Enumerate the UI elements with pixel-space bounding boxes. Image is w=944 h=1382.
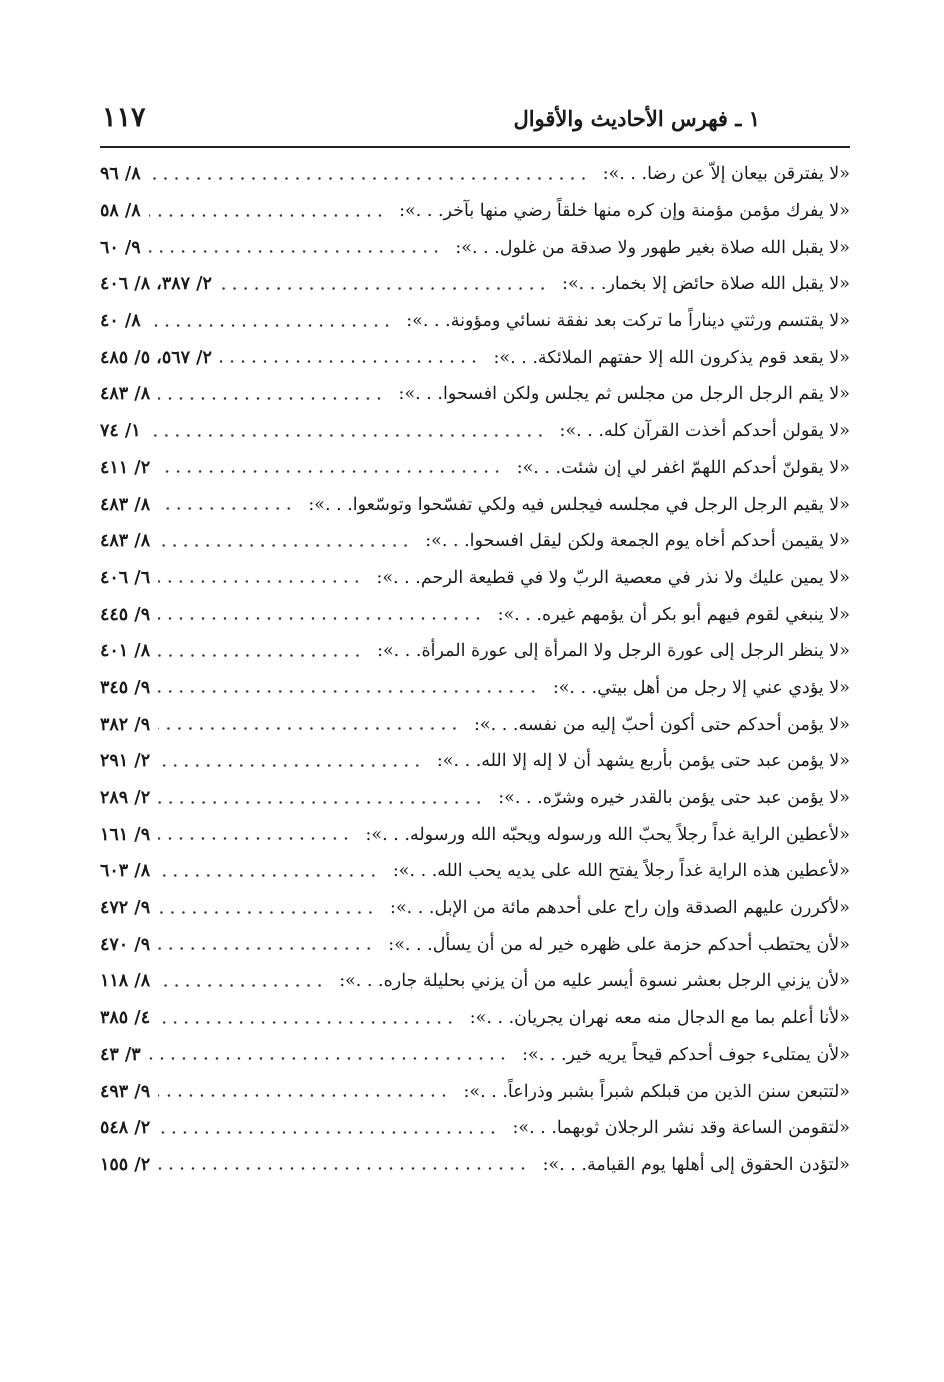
index-entry [100,670,850,707]
dot-leader [158,1021,456,1024]
volume-page-reference: ٩/ ٤٩٣ [100,1081,151,1102]
index-entry [100,926,850,963]
page-header [100,100,850,142]
header-rule [100,146,850,148]
dot-leader [158,617,483,620]
hadith-text: «لا يؤمن أحدكم حتى أكون أحبّ إليه من نفسه. . .»: [474,714,850,735]
index-entry [100,560,850,597]
index-entry [100,156,850,193]
index-entry [100,1073,850,1110]
index-entry [100,303,850,340]
hadith-text: «لأن يحتطب أحدكم حزمة على ظهره خير له من أن يسأل. . .»: [388,934,850,955]
index-entry [100,1037,850,1074]
index-entry [100,596,850,633]
index-entry [100,523,850,560]
hadith-text: «لا يقتسم ورثتي ديناراً ما تركت بعد نفقة نسائي ومؤونة. . .»: [406,311,850,332]
volume-page-reference: ٩/ ٤٧٠ [100,934,151,955]
dot-leader [149,324,393,327]
volume-page-reference: ٢/ ٥٦٧، ٥/ ٤٨٥ [100,347,212,368]
hadith-text: «لأن يمتلىء جوف أحدكم قيحاً يريه خير. . .»: [522,1044,850,1065]
dot-leader [158,1167,528,1170]
index-entry [100,339,850,376]
hadith-text: «لا يقعد قوم يذكرون الله إلا حفتهم الملائكة. . .»: [493,347,850,368]
hadith-text: «لا ينبغي لقوم فيهم أبو بكر أن يؤمهم غيره. . .»: [497,604,850,625]
volume-page-reference: ٩/ ٦٠ [100,237,141,258]
hadith-text: «لا يؤمن عبد حتى يؤمن بأربع يشهد أن لا إله إلا الله. . .»: [436,751,850,772]
hadith-text: «لا يفرك مؤمن مؤمنة وإن كره منها خلقاً رضي منها بآخر. . .»: [399,201,850,222]
hadith-text: «لتتبعن سنن الذين من قبلكم شبراً بشبر وذراعاً. . .»: [463,1081,850,1102]
volume-page-reference: ٩/ ٣٤٥ [100,677,151,698]
dot-leader [158,727,460,730]
hadith-text: «لأن يزني الرجل بعشر نسوة أيسر عليه من أن يزني بحليلة جاره. . .»: [339,971,850,992]
dot-leader [158,947,374,950]
hadith-text: «لأعطين هذه الراية غداً رجلاً يفتح الله على يديه يحب الله. . .»: [392,861,850,882]
volume-page-reference: ٨/ ٥٨ [100,201,141,222]
dot-leader [149,214,385,217]
dot-leader [149,1057,508,1060]
hadith-text: «لا يقبل الله صلاة بغير طهور ولا صدقة من غلول. . .»: [455,237,850,258]
index-entry [100,450,850,487]
dot-leader [149,434,546,437]
index-entry [100,229,850,266]
volume-page-reference: ٩/ ٤٧٢ [100,898,151,919]
page-number: ١١٧ [102,102,146,133]
volume-page-reference: ٨/ ٤٨٣ [100,494,151,515]
volume-page-reference: ٨/ ١١٨ [100,971,151,992]
index-entry [100,1147,850,1184]
volume-page-reference: ٨/ ٩٦ [100,164,141,185]
hadith-text: «لا يقولنّ أحدكم اللهمّ اغفر لي إن شئت. . .»: [516,457,850,478]
hadith-text: «لتقومن الساعة وقد نشر الرجلان ثوبهما. . .»: [512,1118,850,1139]
volume-page-reference: ٣/ ٤٣ [100,1044,141,1065]
hadith-text: «لا يؤمن عبد حتى يؤمن بالقدر خيره وشرّه. . .»: [498,788,850,809]
dot-leader [158,544,411,547]
hadith-text: «لأنا أعلم بما مع الدجال منه معه نهران يجريان. . .»: [469,1008,850,1029]
index-entry [100,633,850,670]
dot-leader [158,911,376,914]
dot-leader [220,360,480,363]
index-entry [100,853,850,890]
hadith-text: «لا يقيمن أحدكم أخاه يوم الجمعة ولكن ليقل افسحوا. . .»: [425,531,850,552]
hadith-text: «لأكررن عليهم الصدقة وإن راح على أحدهم مائة من الإبل. . .»: [390,898,850,919]
dot-leader [149,177,589,180]
volume-page-reference: ٨/ ٤٨٣ [100,384,151,405]
volume-page-reference: ٩/ ١٦١ [100,824,151,845]
index-entry [100,413,850,450]
volume-page-reference: ٨/ ٦٠٣ [100,861,151,882]
index-entry [100,1110,850,1147]
index-entry [100,816,850,853]
dot-leader [158,764,423,767]
index-entry [100,486,850,523]
volume-page-reference: ٤/ ٣٨٥ [100,1008,151,1029]
page-title: ١ ـ فهرس الأحاديث والأقوال [513,106,760,131]
index-entry [100,376,850,413]
dot-leader [158,580,362,583]
index-entry [100,1000,850,1037]
volume-page-reference: ٢/ ٢٨٩ [100,788,151,809]
dot-leader [158,690,539,693]
index-entry [100,780,850,817]
hadith-text: «لا يقيم الرجل الرجل في مجلسه فيجلس فيه ولكي تفسّحوا وتوسّعوا. . .»: [308,494,850,515]
dot-leader [220,287,548,290]
dot-leader [158,984,325,987]
index-entry [100,963,850,1000]
dot-leader [158,874,379,877]
volume-page-reference: ٢/ ١٥٥ [100,1154,151,1175]
volume-page-reference: ٩/ ٤٤٥ [100,604,151,625]
index-entry [100,193,850,230]
dot-leader [158,837,351,840]
dot-leader [158,397,384,400]
index-entry [100,706,850,743]
dot-leader [158,654,363,657]
dot-leader [149,250,442,253]
hadith-text: «لا يقولن أحدكم أخذت القرآن كله. . .»: [559,421,850,442]
dot-leader [158,470,503,473]
hadith-text: «لأعطين الراية غداً رجلاً يحبّ الله ورسوله ويحبّه الله ورسوله. . .»: [365,824,850,845]
dot-leader [158,507,294,510]
hadith-text: «لا ينظر الرجل إلى عورة الرجل ولا المرأة إلى عورة المرأة. . .»: [377,641,850,662]
index-entry [100,743,850,780]
hadith-text: «لا يقم الرجل الرجل من مجلس ثم يجلس ولكن افسحوا. . .»: [398,384,850,405]
dot-leader [158,801,484,804]
volume-page-reference: ٨/ ٤٠١ [100,641,151,662]
volume-page-reference: ٦/ ٤٠٦ [100,567,151,588]
hadith-text: «لا يفترقن بيعان إلاّ عن رضا. . .»: [602,164,850,185]
volume-page-reference: ٢/ ٥٤٨ [100,1118,151,1139]
dot-leader [158,1131,498,1134]
volume-page-reference: ١/ ٧٤ [100,421,141,442]
hadith-index-list [100,156,850,1183]
hadith-text: «لا يقبل الله صلاة حائض إلا بخمار. . .»: [562,274,850,295]
hadith-text: «لا يؤدي عني إلا رجل من أهل بيتي. . .»: [552,677,850,698]
volume-page-reference: ٩/ ٣٨٢ [100,714,151,735]
index-entry [100,890,850,927]
dot-leader [158,1094,449,1097]
volume-page-reference: ٢/ ٣٨٧، ٨/ ٤٠٦ [100,274,212,295]
hadith-text: «لا يمين عليك ولا نذر في معصية الربّ ولا في قطيعة الرحم. . .»: [376,567,850,588]
hadith-text: «لتؤدن الحقوق إلى أهلها يوم القيامة. . .»: [542,1154,850,1175]
volume-page-reference: ٢/ ٢٩١ [100,751,151,772]
volume-page-reference: ٨/ ٤٨٣ [100,531,151,552]
volume-page-reference: ٢/ ٤١١ [100,457,151,478]
index-entry [100,266,850,303]
volume-page-reference: ٨/ ٤٠ [100,311,141,332]
